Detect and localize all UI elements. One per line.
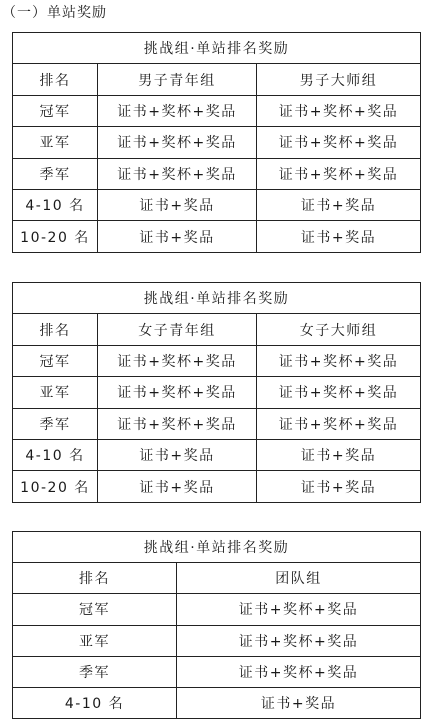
- rank-cell: 10-20 名: [13, 221, 98, 252]
- award-table-women: [12, 282, 421, 503]
- header-rank: 排名: [13, 314, 98, 345]
- table-title: 挑战组·单站排名奖励: [13, 283, 421, 314]
- award-table-men: [12, 32, 421, 253]
- table-row: [13, 439, 421, 470]
- award-cell: 证书+奖品: [98, 471, 257, 502]
- award-table-team: [12, 531, 421, 719]
- table-row: [13, 158, 421, 189]
- award-cell: 证书+奖杯+奖品: [98, 158, 257, 189]
- table-row: [13, 189, 421, 220]
- rank-cell: 季军: [13, 408, 98, 439]
- table-title: 挑战组·单站排名奖励: [13, 532, 421, 563]
- table-header-row: [13, 563, 421, 594]
- table-title-row: [13, 33, 421, 64]
- award-cell: 证书+奖杯+奖品: [98, 377, 257, 408]
- award-cell: 证书+奖品: [257, 439, 421, 470]
- table-header-row: [13, 64, 421, 95]
- award-cell: 证书+奖杯+奖品: [257, 345, 421, 376]
- header-men-master: 男子大师组: [257, 64, 421, 95]
- award-cell: 证书+奖杯+奖品: [98, 345, 257, 376]
- table-row: [13, 471, 421, 502]
- rank-cell: 冠军: [13, 345, 98, 376]
- rank-cell: 亚军: [13, 377, 98, 408]
- award-cell: 证书+奖品: [98, 439, 257, 470]
- rank-cell: 4-10 名: [13, 189, 98, 220]
- award-cell: 证书+奖杯+奖品: [177, 594, 421, 625]
- table-header-row: [13, 314, 421, 345]
- award-cell: 证书+奖品: [257, 189, 421, 220]
- award-cell: 证书+奖杯+奖品: [257, 408, 421, 439]
- rank-cell: 冠军: [13, 594, 177, 625]
- table-row: [13, 594, 421, 625]
- header-women-master: 女子大师组: [257, 314, 421, 345]
- header-women-youth: 女子青年组: [98, 314, 257, 345]
- table-row: [13, 625, 421, 656]
- award-cell: 证书+奖杯+奖品: [177, 625, 421, 656]
- rank-cell: 亚军: [13, 625, 177, 656]
- table-title-row: [13, 283, 421, 314]
- award-cell: 证书+奖品: [98, 221, 257, 252]
- section-heading: （一）单站奖励: [2, 5, 107, 21]
- header-rank: 排名: [13, 64, 98, 95]
- award-cell: 证书+奖杯+奖品: [177, 656, 421, 687]
- rank-cell: 4-10 名: [13, 439, 98, 470]
- table-row: [13, 345, 421, 376]
- award-cell: 证书+奖杯+奖品: [98, 127, 257, 158]
- rank-cell: 10-20 名: [13, 471, 98, 502]
- award-cell: 证书+奖杯+奖品: [257, 158, 421, 189]
- header-team: 团队组: [177, 563, 421, 594]
- table-row: [13, 95, 421, 126]
- rank-cell: 季军: [13, 158, 98, 189]
- table-row: [13, 221, 421, 252]
- rank-cell: 季军: [13, 656, 177, 687]
- award-cell: 证书+奖杯+奖品: [257, 377, 421, 408]
- award-cell: 证书+奖品: [257, 221, 421, 252]
- award-cell: 证书+奖杯+奖品: [98, 95, 257, 126]
- table-title-row: [13, 532, 421, 563]
- rank-cell: 亚军: [13, 127, 98, 158]
- table-row: [13, 408, 421, 439]
- award-cell: 证书+奖杯+奖品: [98, 408, 257, 439]
- award-cell: 证书+奖品: [98, 189, 257, 220]
- header-men-youth: 男子青年组: [98, 64, 257, 95]
- table-row: [13, 687, 421, 718]
- table-title: 挑战组·单站排名奖励: [13, 33, 421, 64]
- table-row: [13, 656, 421, 687]
- rank-cell: 冠军: [13, 95, 98, 126]
- table-row: [13, 377, 421, 408]
- award-cell: 证书+奖品: [257, 471, 421, 502]
- table-row: [13, 127, 421, 158]
- award-cell: 证书+奖杯+奖品: [257, 127, 421, 158]
- award-cell: 证书+奖品: [177, 687, 421, 718]
- award-cell: 证书+奖杯+奖品: [257, 95, 421, 126]
- rank-cell: 4-10 名: [13, 687, 177, 718]
- header-rank: 排名: [13, 563, 177, 594]
